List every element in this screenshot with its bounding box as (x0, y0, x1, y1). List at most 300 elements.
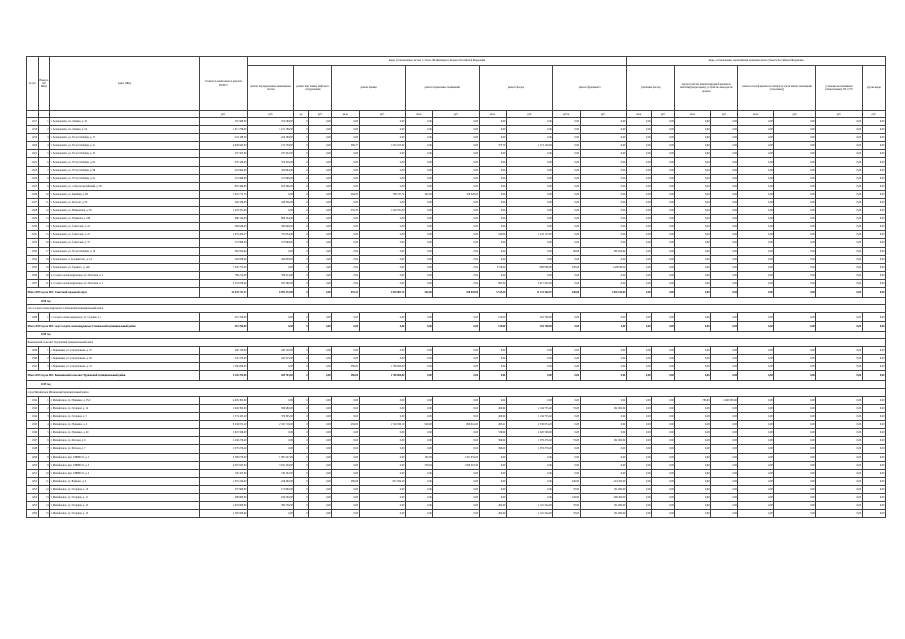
row-value: 294 838,00 (199, 255, 247, 263)
row-value: 0,00 (774, 313, 816, 321)
row-value: 0,00 (332, 493, 359, 501)
row-value: 0,00 (711, 247, 738, 255)
row-value: 1 079 276,40 (199, 445, 247, 453)
table-row (27, 134, 886, 142)
row-value: 0,00 (553, 313, 580, 321)
row-mkd-no: 11 (38, 477, 50, 485)
row-value: 0 (294, 182, 309, 190)
row-value: 0 (294, 239, 309, 247)
row-value: 0,00 (711, 493, 738, 501)
row-value: 0,00 (359, 271, 405, 279)
row-value: 0,00 (332, 279, 359, 287)
row-value: 740 102,00 (199, 469, 247, 477)
row-value: 536,00 (479, 429, 506, 437)
row-value: 0,00 (816, 207, 862, 215)
unit-cell: руб. (359, 111, 405, 118)
row-value: 0,00 (359, 247, 405, 255)
total-value: 0,00 (862, 371, 885, 381)
row-value: 0,00 (626, 477, 651, 485)
total-value: 380,00 (332, 371, 359, 381)
row-value: 0,00 (652, 429, 675, 437)
row-value: 0,00 (309, 263, 332, 271)
row-value: 1 079 276,40 (506, 445, 552, 453)
row-value: 0,00 (309, 502, 332, 510)
row-value: 0,00 (862, 247, 885, 255)
row-value: 0,00 (309, 174, 332, 182)
row-no: 1023 (27, 166, 39, 174)
row-value: 0,00 (816, 239, 862, 247)
row-value: 0,00 (774, 363, 816, 371)
row-address: г. Михайловск, ул. Гагарина, д. 11 (50, 493, 199, 501)
row-value: 0,00 (479, 396, 506, 404)
row-value: 0,00 (479, 453, 506, 461)
table-row (27, 150, 886, 158)
unit-cell: куб.м. (553, 111, 580, 118)
row-value: 2 917 452,00 (506, 279, 552, 287)
row-value: 0,00 (738, 445, 774, 453)
row-value: 0,00 (738, 510, 774, 518)
total-value: 0,00 (652, 287, 675, 297)
row-value: 0,00 (405, 437, 432, 445)
row-value: 0,00 (626, 190, 651, 198)
row-value: 0,00 (711, 215, 738, 223)
row-value: 0,00 (652, 363, 675, 371)
row-value: 0,00 (359, 126, 405, 134)
row-value: 0,00 (405, 485, 432, 493)
row-value: 0,00 (711, 421, 738, 429)
row-value: 228 336,00 (248, 198, 294, 206)
row-value: 3 399 079,00 (199, 453, 247, 461)
row-value: 0,00 (359, 493, 405, 501)
row-value: 786 214,00 (248, 271, 294, 279)
row-value: 0,00 (774, 190, 816, 198)
row-value: 0,00 (359, 445, 405, 453)
row-value: 0,00 (359, 174, 405, 182)
row-value: 0,00 (738, 477, 774, 485)
row-address: г. Зеленокумск, ул. 50 лет Октября, д. 69 (50, 166, 199, 174)
row-value: 0,00 (479, 485, 506, 493)
total-value: 0 (294, 371, 309, 381)
row-value: 0 (294, 502, 309, 510)
row-value: 0 (294, 150, 309, 158)
row-mkd-no: 9 (38, 182, 50, 190)
row-value: 0,00 (580, 134, 626, 142)
total-value: 0,00 (309, 321, 332, 331)
row-no: 1039 (27, 347, 39, 355)
row-address: г. Зеленокумск, ул. Кутузов, д. 33 (50, 198, 199, 206)
group-regional-act: виды, установленные нормативным правовым актом субъекта Российской Федерации (626, 57, 885, 66)
row-value: 240 150,00 (248, 347, 294, 355)
row-value: 0,00 (675, 174, 711, 182)
row-value: 540,00 (405, 421, 432, 429)
row-value: 0,00 (738, 347, 774, 355)
row-value: 0,00 (479, 355, 506, 363)
row-value: 0,00 (675, 453, 711, 461)
row-value: 0,00 (738, 207, 774, 215)
total-value: 0,00 (580, 371, 626, 381)
col-address: Адрес МКД (50, 57, 199, 111)
row-value: 0,00 (405, 313, 432, 321)
row-value: 0,00 (652, 445, 675, 453)
row-value: 0,00 (248, 396, 294, 404)
row-value: 0,00 (433, 215, 479, 223)
row-no: 1046 (27, 429, 39, 437)
row-value: 0,00 (652, 477, 675, 485)
total-value: 2 245 703,00 (199, 371, 247, 381)
row-value: 0,00 (652, 134, 675, 142)
total-row (27, 321, 886, 331)
row-value: 0,00 (580, 461, 626, 469)
col-facade: ремонт фасада (479, 66, 553, 111)
row-value: 0,00 (675, 215, 711, 223)
total-value: 0,00 (774, 321, 816, 331)
total-value: 0,00 (738, 321, 774, 331)
row-value: 780,00 (675, 396, 711, 404)
row-no: 1034 (27, 255, 39, 263)
total-value: 0,00 (626, 321, 651, 331)
row-value: 0,00 (309, 255, 332, 263)
row-value: 190 200,00 (248, 493, 294, 501)
row-value: 0,00 (711, 150, 738, 158)
row-value: 0,00 (359, 510, 405, 518)
row-value: 0,00 (738, 190, 774, 198)
row-value: 0,00 (816, 485, 862, 493)
row-value: 0,00 (309, 239, 332, 247)
row-address: п. Солдато-Александровское, ул. Почтовая, д. 5 (50, 279, 199, 287)
row-mkd-no: 12 (38, 485, 50, 493)
row-value: 0,00 (738, 271, 774, 279)
row-value: 0,00 (738, 239, 774, 247)
row-value: 0,00 (479, 347, 506, 355)
row-value: 96,68 (553, 247, 580, 255)
row-value: 0,00 (405, 118, 432, 126)
row-value: 0,00 (359, 404, 405, 412)
row-value: 0 (294, 477, 309, 485)
row-value: 0,00 (309, 142, 332, 150)
row-value: 0,00 (309, 182, 332, 190)
row-value: 0,00 (433, 142, 479, 150)
col-foundation: ремонт фундамента (553, 66, 627, 111)
row-value: 0,00 (675, 158, 711, 166)
row-value: 0 (294, 263, 309, 271)
row-value: 0,00 (774, 126, 816, 134)
total-value: 202,00 (405, 287, 432, 297)
row-value: 0,00 (711, 255, 738, 263)
row-value: 0,00 (309, 493, 332, 501)
unit-cell: ед. (294, 111, 309, 118)
total-value: 5 515,30 (479, 287, 506, 297)
row-value: 0,00 (675, 150, 711, 158)
row-value: 0,00 (862, 502, 885, 510)
row-value: 0,00 (711, 363, 738, 371)
row-value: 0,00 (433, 396, 479, 404)
row-value: 823 366,00 (248, 182, 294, 190)
unit-cell: кв.м. (626, 111, 651, 118)
col-elevator: ремонт или замена лифтового оборудования (294, 66, 332, 111)
row-value: 0,00 (405, 347, 432, 355)
row-value: 0,00 (862, 134, 885, 142)
row-value: 0 (294, 231, 309, 239)
row-value: 0,00 (553, 190, 580, 198)
row-value: 70,00 (553, 502, 580, 510)
row-value: 588 480,00 (248, 404, 294, 412)
row-mkd-no: 21 (38, 279, 50, 287)
row-value: 0,00 (626, 207, 651, 215)
row-value: 0,00 (309, 396, 332, 404)
row-value: 0,00 (862, 182, 885, 190)
row-value: 0,00 (332, 150, 359, 158)
row-value: 0,00 (309, 231, 332, 239)
row-value: 0,00 (862, 396, 885, 404)
row-address: г. Михайловск, ул. Рабочая, д. 7 (50, 445, 199, 453)
table-row (27, 142, 886, 150)
row-address: г. Михайловск, ул. Пушкина, д. 4 (50, 421, 199, 429)
row-value: 1 240 276,40 (199, 437, 247, 445)
row-value: 0,00 (405, 510, 432, 518)
row-no: 1026 (27, 190, 39, 198)
total-value: 0,00 (711, 321, 738, 331)
row-value: 0 (294, 347, 309, 355)
row-value: 0,00 (433, 445, 479, 453)
unit-cell: кв.м. (675, 111, 711, 118)
row-value: 0,00 (580, 207, 626, 215)
row-value: 0,00 (553, 469, 580, 477)
row-value: 0,00 (359, 215, 405, 223)
row-value: 0,00 (248, 445, 294, 453)
row-value: 0,00 (652, 174, 675, 182)
row-value: 0,00 (580, 174, 626, 182)
row-value: 0,00 (738, 126, 774, 134)
row-value: 0,00 (738, 231, 774, 239)
capital-repair-table-wrap (26, 56, 886, 518)
row-value: 0,00 (433, 198, 479, 206)
row-mkd-no: 2 (38, 126, 50, 134)
row-value: 0,00 (332, 182, 359, 190)
row-value: 0,00 (506, 207, 552, 215)
row-value: 1 943 080,00 (199, 502, 247, 510)
row-value: 0,00 (862, 485, 885, 493)
row-no: 1028 (27, 207, 39, 215)
total-label: Итого 2019 год по МО: Советский городской округ (27, 287, 200, 297)
row-value: 0,00 (652, 510, 675, 518)
row-value: 0,00 (626, 421, 651, 429)
row-mkd-no: 5 (38, 150, 50, 158)
row-value: 410 760,00 (506, 313, 552, 321)
row-value: 0 (294, 313, 309, 321)
row-value: 0,00 (553, 142, 580, 150)
row-address: г. Зеленокумск, пл. Ленина, д. 54 (50, 126, 199, 134)
row-value: 0,00 (652, 437, 675, 445)
row-value: 1 204 781,00 (359, 207, 405, 215)
row-value: 0,00 (652, 421, 675, 429)
row-value: 0,00 (626, 437, 651, 445)
row-value: 0,00 (738, 174, 774, 182)
row-value: 0,00 (816, 223, 862, 231)
row-value: 0,00 (711, 158, 738, 166)
row-value: 0,00 (248, 190, 294, 198)
total-value: 6 993 272,00 (248, 287, 294, 297)
row-value: 1 011 786,00 (248, 126, 294, 134)
table-row (27, 279, 886, 287)
row-value: 0,00 (309, 477, 332, 485)
row-mkd-no: 15 (38, 231, 50, 239)
row-value: 0,00 (675, 461, 711, 469)
row-value: 0,00 (862, 469, 885, 477)
row-value: 0 (294, 126, 309, 134)
row-value: 0,00 (405, 215, 432, 223)
row-value: 0,00 (332, 445, 359, 453)
row-value: 0,00 (652, 493, 675, 501)
row-value: 0,00 (675, 493, 711, 501)
row-value: 0,00 (309, 190, 332, 198)
row-value: 1 191 324,00 (506, 502, 552, 510)
table-row (27, 223, 886, 231)
total-value: 24 476 711,37 (199, 287, 247, 297)
row-value: 0,00 (774, 437, 816, 445)
row-value: 0,00 (652, 247, 675, 255)
row-value: 0,00 (626, 461, 651, 469)
row-value: 245 553,00 (248, 355, 294, 363)
row-value: 5887566,00 (506, 263, 552, 271)
row-value: 0,00 (816, 510, 862, 518)
row-mkd-no: 18 (38, 255, 50, 263)
col-flat-roof: замена плоской крыши на скатную (в части жилых помещений (отдельных)) (738, 66, 816, 111)
row-value: 0,00 (506, 396, 552, 404)
row-value: 273 998,00 (199, 239, 247, 247)
row-value: 0,00 (580, 158, 626, 166)
row-value: 0,00 (652, 396, 675, 404)
row-value: 228 460,00 (248, 477, 294, 485)
row-value: 0,00 (580, 182, 626, 190)
row-value: 0,00 (506, 239, 552, 247)
row-value: 0,00 (553, 182, 580, 190)
row-value: 0,00 (816, 493, 862, 501)
row-value: 0,00 (433, 247, 479, 255)
row-value: 1 224 155,87 (506, 231, 552, 239)
row-value: 0,00 (506, 166, 552, 174)
row-value: 0,00 (626, 469, 651, 477)
row-value: 0,00 (738, 223, 774, 231)
row-value: 0 (294, 413, 309, 421)
row-value: 0,00 (580, 126, 626, 134)
table-row (27, 461, 886, 469)
row-no: 1050 (27, 461, 39, 469)
row-value: 294 838,00 (248, 255, 294, 263)
row-address: г. Михайловск, ул. Гагарина, д. 5 (50, 413, 199, 421)
row-mkd-no: 3 (38, 363, 50, 371)
row-value: 0,00 (774, 510, 816, 518)
row-value: 0,00 (774, 421, 816, 429)
total-value: 410 760,00 (506, 321, 552, 331)
row-value: 0,00 (332, 215, 359, 223)
row-value: 0,00 (553, 166, 580, 174)
row-value: 0,00 (553, 134, 580, 142)
capital-repair-table (26, 56, 886, 518)
row-value: 688 144,00 (248, 215, 294, 223)
row-value: 0,00 (652, 158, 675, 166)
row-value: 0,00 (479, 239, 506, 247)
row-value: 0,00 (711, 413, 738, 421)
year-label: 2019 год (27, 297, 886, 305)
row-no: 1040 (27, 355, 39, 363)
row-value: 0 (294, 429, 309, 437)
row-value: 0 (294, 510, 309, 518)
row-mkd-no: 1 (38, 396, 50, 404)
row-value: 0,00 (433, 223, 479, 231)
row-mkd-no: 6 (38, 158, 50, 166)
row-value: 0,00 (774, 215, 816, 223)
row-mkd-no: 7 (38, 445, 50, 453)
row-value: 392 954,64 (580, 247, 626, 255)
row-address: г. Михайловск, ул. Пушкина, д. 55/2 (50, 396, 199, 404)
row-value: 0,00 (675, 437, 711, 445)
row-value: 0 (294, 190, 309, 198)
row-value: 0,00 (553, 118, 580, 126)
row-no: 1037 (27, 279, 39, 287)
row-value: 0,00 (816, 396, 862, 404)
row-value: 0,00 (652, 150, 675, 158)
row-value: 488 800,00 (199, 493, 247, 501)
row-value: 0,00 (652, 313, 675, 321)
row-value: 0,00 (405, 469, 432, 477)
row-no: 1038 (27, 313, 39, 321)
row-value: 0,00 (309, 421, 332, 429)
row-value: 0,00 (405, 182, 432, 190)
total-value: 0,00 (816, 371, 862, 381)
col-roof: ремонт крыши (332, 66, 406, 111)
row-value: 0,00 (862, 437, 885, 445)
row-mkd-no: 4 (38, 142, 50, 150)
row-value: 0,00 (738, 255, 774, 263)
row-value: 392 954,64 (199, 247, 247, 255)
row-value: 0,00 (774, 445, 816, 453)
row-value: 0,00 (506, 198, 552, 206)
total-row (27, 287, 886, 297)
row-value: 0,00 (862, 239, 885, 247)
row-address: г. Зеленокумск, ул. Советская, д. 22 (50, 223, 199, 231)
row-value: 0,00 (309, 158, 332, 166)
row-value: 0,00 (738, 166, 774, 174)
row-value: 0,00 (479, 477, 506, 485)
row-value: 0,00 (405, 396, 432, 404)
row-value: 0,00 (652, 347, 675, 355)
row-mkd-no: 11 (38, 198, 50, 206)
row-value: 0,00 (816, 502, 862, 510)
row-value: 0,00 (405, 142, 432, 150)
row-value: 0,00 (405, 207, 432, 215)
table-row (27, 485, 886, 493)
row-value: 0,00 (675, 271, 711, 279)
total-value: 426,68 (553, 287, 580, 297)
row-value: 0,00 (652, 255, 675, 263)
table-row (27, 453, 886, 461)
row-value: 0 (294, 166, 309, 174)
row-value: 0,00 (506, 247, 552, 255)
row-value: 0,00 (774, 396, 816, 404)
row-value: 0,00 (405, 502, 432, 510)
row-value: 0,00 (433, 166, 479, 174)
row-value: 0,00 (433, 347, 479, 355)
row-value: 0,00 (738, 142, 774, 150)
row-value: 240 150,00 (199, 347, 247, 355)
row-value: 0,00 (711, 469, 738, 477)
row-value: 0,00 (675, 510, 711, 518)
row-value: 1 501 832,00 (433, 453, 479, 461)
row-value: 0,00 (675, 239, 711, 247)
row-value: 330,00 (553, 263, 580, 271)
row-no: 1031 (27, 231, 39, 239)
row-value: 0,00 (774, 247, 816, 255)
